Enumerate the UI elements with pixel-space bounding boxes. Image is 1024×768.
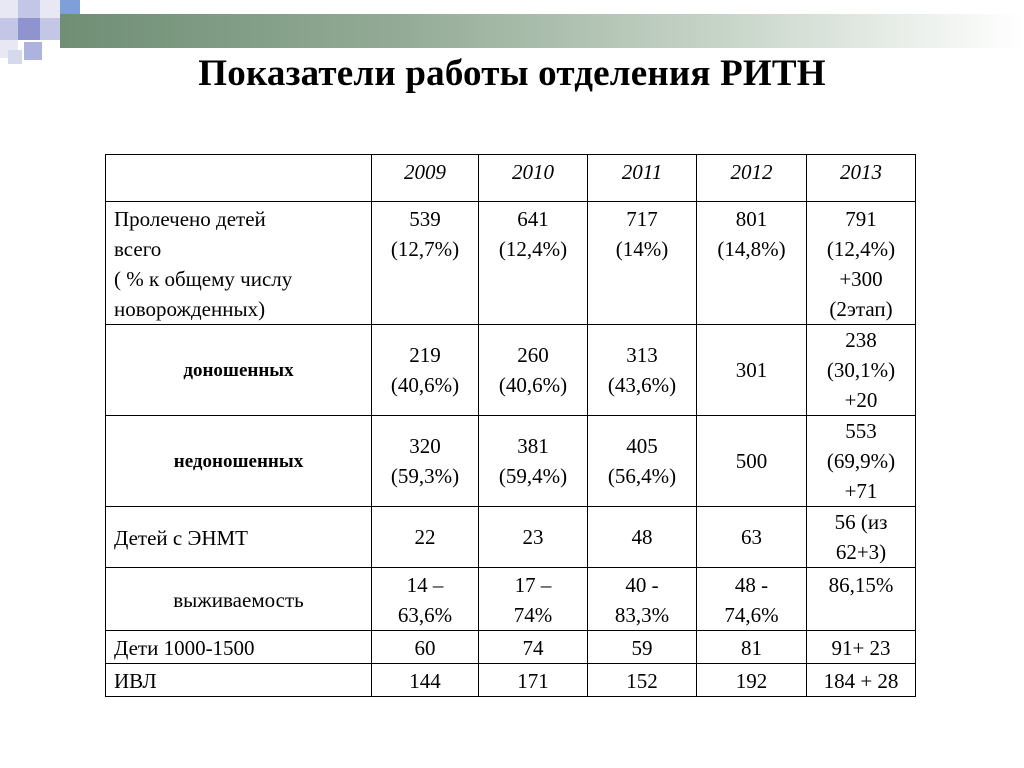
table-row	[106, 631, 916, 664]
table-cell: 219 (40,6%)	[372, 325, 479, 416]
table-cell: 320 (59,3%)	[372, 416, 479, 507]
table-cell: 301	[697, 325, 807, 416]
table-cell: 539 (12,7%)	[372, 202, 479, 325]
table-cell: 48	[588, 507, 697, 568]
row-label: Пролечено детей всего ( % к общему числу новорожденных)	[106, 202, 372, 325]
table-cell: 56 (из 62+3)	[807, 507, 916, 568]
deco-square	[18, 18, 40, 40]
table-cell: 63	[697, 507, 807, 568]
table-row	[106, 202, 916, 325]
row-label: Дети 1000-1500	[106, 631, 372, 664]
table-cell: 14 – 63,6%	[372, 568, 479, 631]
table-cell: 405 (56,4%)	[588, 416, 697, 507]
table-cell: 23	[479, 507, 588, 568]
table-cell: 91+ 23	[807, 631, 916, 664]
table-cell: 717 (14%)	[588, 202, 697, 325]
table-cell: 86,15%	[807, 568, 916, 631]
table-cell: 801 (14,8%)	[697, 202, 807, 325]
table-row	[106, 664, 916, 697]
table-row	[106, 507, 916, 568]
deco-square	[0, 18, 18, 40]
table-cell: 260 (40,6%)	[479, 325, 588, 416]
table-cell: 48 - 74,6%	[697, 568, 807, 631]
table-row	[106, 325, 916, 416]
table-cell: 59	[588, 631, 697, 664]
deco-square	[40, 0, 60, 18]
stats-table	[105, 154, 916, 697]
table-cell: 500	[697, 416, 807, 507]
table-cell: 144	[372, 664, 479, 697]
table-cell: 641 (12,4%)	[479, 202, 588, 325]
table-cell: 184 + 28	[807, 664, 916, 697]
header-gradient-band	[60, 14, 1024, 48]
table-cell: 238 (30,1%) +20	[807, 325, 916, 416]
row-label: выживаемость	[106, 568, 372, 631]
row-label: недоношенных	[106, 416, 372, 507]
table-cell: 313 (43,6%)	[588, 325, 697, 416]
page-title: Показатели работы отделения РИТН	[198, 53, 826, 94]
table-cell: 60	[372, 631, 479, 664]
table-cell: 74	[479, 631, 588, 664]
row-label: доношенных	[106, 325, 372, 416]
table-cell: 152	[588, 664, 697, 697]
deco-square	[60, 0, 80, 14]
table-cell: 40 - 83,3%	[588, 568, 697, 631]
year-header: 2010	[479, 155, 588, 202]
table-cell: 22	[372, 507, 479, 568]
table-cell: 81	[697, 631, 807, 664]
table-cell: 553 (69,9%) +71	[807, 416, 916, 507]
header-corner-cell	[106, 155, 372, 202]
table-cell: 171	[479, 664, 588, 697]
table-row	[106, 416, 916, 507]
row-label: ИВЛ	[106, 664, 372, 697]
table-cell: 791 (12,4%) +300 (2этап)	[807, 202, 916, 325]
year-header: 2012	[697, 155, 807, 202]
table-cell: 192	[697, 664, 807, 697]
table-row	[106, 568, 916, 631]
year-header: 2009	[372, 155, 479, 202]
table-cell: 17 – 74%	[479, 568, 588, 631]
deco-square	[18, 0, 40, 18]
deco-square	[0, 0, 18, 18]
row-label: Детей с ЭНМТ	[106, 507, 372, 568]
table-header-row	[106, 155, 916, 202]
year-header: 2013	[807, 155, 916, 202]
table-cell: 381 (59,4%)	[479, 416, 588, 507]
deco-square	[40, 18, 60, 40]
year-header: 2011	[588, 155, 697, 202]
